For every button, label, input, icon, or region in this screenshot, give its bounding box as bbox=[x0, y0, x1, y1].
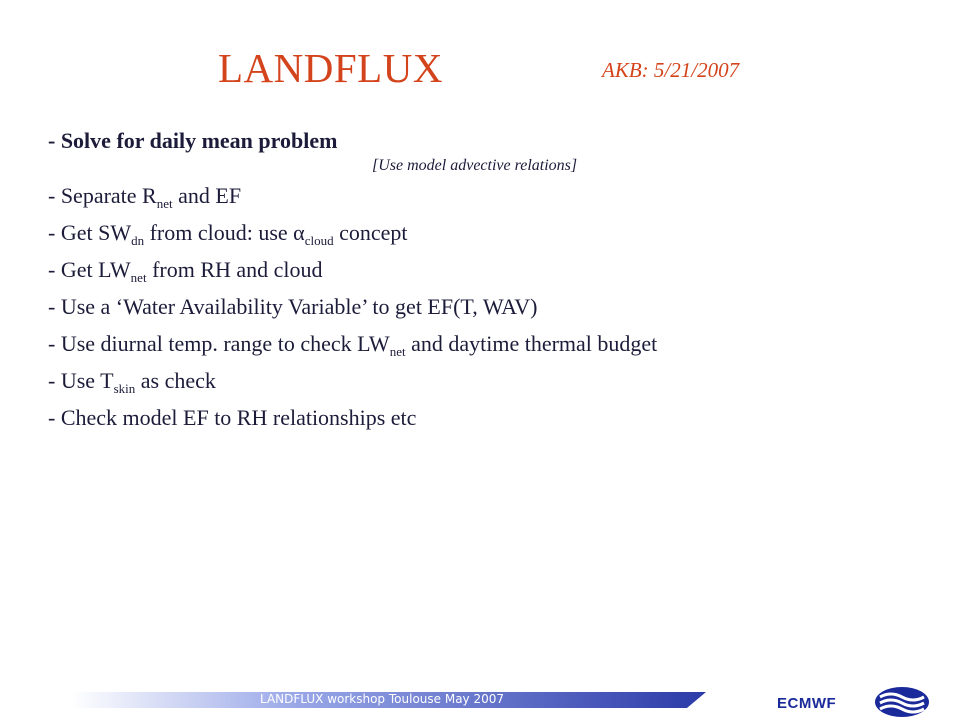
bullet-diurnal-range bbox=[48, 331, 928, 368]
bullet-water-availability: - Use a ‘Water Availability Variable’ to get EF(T, WAV) bbox=[48, 294, 538, 319]
bullet-check-model: - Check model EF to RH relationships etc bbox=[48, 405, 417, 430]
bullet-text: - Get SW bbox=[48, 220, 132, 245]
footer-text: LANDFLUX workshop Toulouse May 2007 bbox=[260, 692, 504, 706]
subscript: cloud bbox=[304, 233, 334, 248]
subscript: net bbox=[389, 344, 406, 359]
subscript: net bbox=[130, 270, 147, 285]
bullet-text: and EF bbox=[172, 183, 242, 208]
slide-title: LANDFLUX bbox=[218, 45, 443, 91]
bullet-daily-mean: - Solve for daily mean problem bbox=[48, 128, 338, 153]
bullet-separate-rnet bbox=[48, 183, 928, 220]
bullet-text: as check bbox=[135, 368, 216, 393]
subscript: dn bbox=[131, 233, 145, 248]
slide-subtitle: AKB: 5/21/2007 bbox=[602, 58, 740, 82]
bullet-text: - Get LW bbox=[48, 257, 131, 282]
bullet-get-swdn bbox=[48, 220, 928, 257]
brand-name: ECMWF bbox=[777, 695, 837, 712]
bullet-list bbox=[48, 128, 928, 442]
bullet-tskin bbox=[48, 368, 928, 405]
ecmwf-logo-icon bbox=[872, 684, 932, 720]
bullet-text: from RH and cloud bbox=[146, 257, 323, 282]
bullet-text: - Separate R bbox=[48, 183, 157, 208]
bullet-text: from cloud: use α bbox=[144, 220, 305, 245]
bullet-text: - Use diurnal temp. range to check LW bbox=[48, 331, 390, 356]
bullet-text: - Use T bbox=[48, 368, 114, 393]
bullet-get-lwnet bbox=[48, 257, 928, 294]
bullet-note: [Use model advective relations] bbox=[372, 157, 578, 174]
title-row bbox=[0, 44, 960, 104]
bullet-text: and daytime thermal budget bbox=[405, 331, 658, 356]
bullet-text: concept bbox=[333, 220, 408, 245]
subscript: net bbox=[156, 196, 173, 211]
subscript: skin bbox=[113, 381, 136, 396]
